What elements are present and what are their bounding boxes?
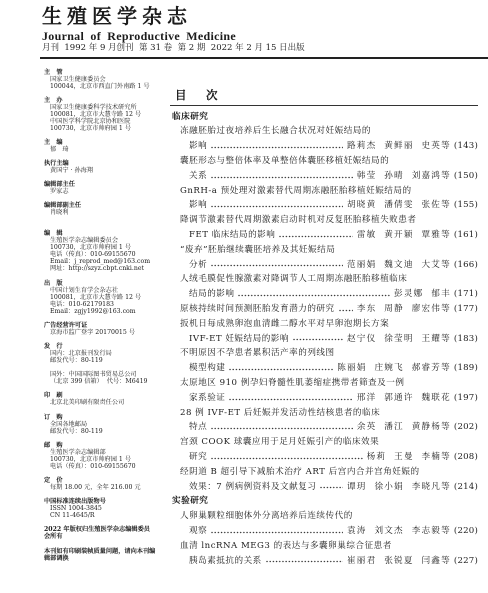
toc-entry-title: 不明原因不孕患者累积活产率的列线图 [180, 348, 335, 359]
toc-entry-line [172, 213, 478, 228]
toc-entry [172, 406, 478, 436]
toc-entry-title: GnRH-a 预处理对激素替代周期冻融胚胎移植妊娠结局的 [180, 185, 412, 196]
masthead-line: 100081，北京市大慧寺路 12 号 [50, 110, 142, 118]
toc-entry-line [172, 198, 478, 213]
toc-entry-authors: 胡晓黄 潘倩雯 张佐等 [347, 200, 451, 211]
masthead-line: 电话（传真）：010-69155670 [50, 462, 136, 470]
masthead-line: 肖晓利 [50, 209, 69, 217]
toc-entry [172, 376, 478, 406]
masthead-line: 国家卫生健康委员会 [50, 75, 106, 83]
journal-english-title: Journal of Reproductive Medicine [42, 29, 237, 43]
toc-entry-line [172, 450, 478, 465]
masthead-block [44, 230, 164, 272]
toc-entry-line [172, 302, 478, 317]
masthead-line: 邮发代号：80-119 [50, 427, 103, 435]
masthead-line: 电话：010-62179183 [50, 300, 114, 308]
toc-entry-authors: 李东 周静 廖宏伟等 [356, 303, 451, 314]
toc-entry-page: (227) [453, 555, 478, 566]
masthead-block [44, 392, 164, 406]
toc-entry-title: 胰岛素抵抗的关系 [189, 555, 262, 566]
toc-entry-page: (202) [453, 422, 478, 433]
masthead-heading: 编辑部副主任 [44, 202, 82, 210]
toc-entry-title: 降调节激素替代周期激素启动时机对反复胚胎移植失败患者 [180, 215, 417, 226]
toc-entry [172, 213, 478, 243]
header-rule [40, 57, 488, 59]
toc-entry-title: 影响 [189, 141, 208, 152]
masthead-heading: 定 价 [44, 476, 63, 484]
toc-entry-page: (150) [453, 170, 478, 181]
masthead-line: 中国医学科学院北京协和医院 [50, 117, 131, 125]
dot-leader [339, 309, 353, 312]
toc-entry-page: (208) [453, 451, 478, 462]
dot-leader [211, 457, 362, 460]
toc-entry-title: 模型构建 [189, 363, 226, 374]
masthead-notice: 本刊如有印刷装帧质量问题，请向本刊编辑部调换 [44, 547, 156, 562]
masthead-heading: 主 管 [44, 68, 63, 76]
toc-entry-line [172, 258, 478, 273]
toc-entry-title: 结局的影响 [189, 289, 235, 300]
masthead-line: 中国计划生育学会杂志社 [50, 286, 119, 294]
masthead-block [44, 498, 164, 519]
masthead-heading: 出 版 [44, 279, 63, 287]
toc-entry-page: (177) [453, 303, 478, 314]
masthead-line: 国家卫生健康委科学技术研究所 [50, 103, 137, 111]
toc-entry-line [172, 346, 478, 361]
toc-entry-line [172, 420, 478, 435]
toc-entry-title: 人卵巢颗粒细胞体外分离培养后连续传代的 [180, 511, 353, 522]
toc-entry-title: 扳机日每成熟卵泡血清雌二醇水平对早卵泡期长方案 [180, 318, 390, 329]
toc-entry-authors: 崔丽君 张锐夏 闫鑫等 [347, 555, 451, 566]
toc-entry-title: “废弃”胚胎继续囊胚培养及其妊娠结局 [180, 244, 336, 255]
toc-entry-title: 人绒毛膜促性腺激素对降调节人工周期冻融胚胎移植临床 [180, 274, 408, 285]
masthead-block [44, 139, 164, 153]
masthead-block [44, 343, 164, 364]
masthead-line: 100730，北京市帅府园 1 号 [50, 244, 131, 252]
toc-entry-title: 家系验证 [189, 392, 226, 403]
masthead-block [44, 442, 164, 470]
toc-entry-line [172, 139, 478, 154]
toc-entry-page: (189) [453, 363, 478, 374]
masthead-block [44, 477, 164, 491]
dot-leader [229, 398, 352, 401]
toc-entry-line [172, 287, 478, 302]
toc-entry-page: (214) [453, 481, 478, 492]
masthead-line: 生殖医学杂志编辑委员会 [50, 237, 119, 245]
toc-entry-page: (197) [453, 392, 478, 403]
dot-leader [229, 368, 333, 371]
toc-entry-line [172, 243, 478, 258]
toc-entry-authors: 韩莹 孙晴 刘嘉鸿等 [356, 170, 451, 181]
dot-leader [211, 427, 353, 430]
toc-entry [172, 435, 478, 465]
toc-entry-authors: 余英 潘江 黄静杨等 [356, 422, 451, 433]
toc-entry [172, 346, 478, 376]
masthead-block [44, 414, 164, 435]
issue-info: 月刊 1992 年 9 月创刊 第 31 卷 第 2 期 2022 年 2 月 15 日出版 [42, 43, 305, 53]
masthead-line: 邮发代号：80-119 [50, 357, 103, 364]
dot-leader [279, 235, 352, 238]
toc-entry-title: 冻融胚胎过夜培养后生长融合状况对妊娠结局的 [180, 126, 371, 137]
masthead-heading: 编辑部主任 [44, 181, 75, 189]
toc-entry-line [172, 124, 478, 139]
masthead-line: Email：j_reprod_med@163.com [50, 258, 151, 266]
table-of-contents [172, 110, 478, 569]
masthead-heading: 编 辑 [44, 230, 63, 238]
masthead-line: 京海市监广登字 20170015 号 [50, 328, 135, 336]
dot-leader [211, 531, 343, 534]
masthead-block [44, 202, 164, 216]
masthead-line: 100081，北京市大慧寺路 12 号 [50, 293, 142, 301]
toc-entry-authors: 杨莉 王曼 李楠等 [366, 451, 451, 462]
toc-entry-authors: 范丽娟 魏文迪 大艾等 [347, 259, 451, 270]
toc-entry-authors: 彭灵娜 郁丰 [394, 289, 451, 300]
masthead-heading: 订 购 [44, 413, 63, 421]
toc-entry-line [172, 465, 478, 480]
toc-entry-title: 原核持续时间预测胚胎发育潜力的研究 [180, 303, 335, 314]
toc-entry-authors: 陈丽娟 庄婉飞 郝睿芳等 [337, 363, 451, 374]
toc-entry-title: 宫颈 COOK 球囊应用于足月妊娠引产的临床效果 [180, 437, 380, 448]
toc-entry-title: 研究 [189, 451, 208, 462]
toc-entry [172, 317, 478, 347]
toc-entry-line [172, 376, 478, 391]
toc-entry [172, 465, 478, 495]
toc-entry-page: (155) [453, 200, 478, 211]
toc-entry-title: 特点 [189, 422, 208, 433]
toc-entry-line [172, 184, 478, 199]
toc-entry [172, 184, 478, 214]
masthead-line: 生殖医学杂志编辑部 [50, 448, 106, 456]
toc-entry [172, 272, 478, 302]
masthead-line: ISSN 1004-3845 [50, 505, 102, 513]
toc-entry-title: 关系 [189, 170, 208, 181]
masthead-line: 电话（传真）：010-69155670 [50, 251, 136, 259]
toc-entry-title: 分析 [189, 259, 208, 270]
toc-heading: 目 次 [175, 88, 222, 102]
journal-title: 生殖医学杂志 [42, 4, 192, 28]
toc-entry-title: 影响 [189, 200, 208, 211]
masthead-block [44, 181, 164, 195]
masthead-heading: 广告经营许可证 [44, 321, 88, 329]
dot-leader [238, 294, 390, 297]
masthead-heading: 执行主编 [44, 160, 69, 168]
toc-entry-line [172, 332, 478, 347]
toc-entry-title: 观察 [189, 525, 208, 536]
masthead-line: 国外：中国国际图书贸易总公司 [50, 371, 137, 379]
toc-entry-line [172, 391, 478, 406]
toc-entry-page: (220) [453, 525, 478, 536]
toc-entry [172, 539, 478, 569]
toc-entry-page: (171) [453, 289, 478, 300]
toc-entry-line [172, 509, 478, 524]
dot-leader [293, 338, 343, 341]
masthead-heading: 印 刷 [44, 392, 63, 400]
toc-entry-authors: 赵宁仪 徐莹明 王耀等 [347, 333, 451, 344]
masthead-heading: 邮 购 [44, 441, 63, 449]
masthead-line: CN 11-4645/R [50, 512, 95, 520]
toc-entry-line [172, 169, 478, 184]
toc-entry-page: (143) [453, 141, 478, 152]
toc-entry-page: (161) [453, 229, 478, 240]
toc-entry-title: 经阴道 B 超引导下减胎术治疗 ART 后宫内合并宫角妊娠的 [180, 466, 420, 477]
masthead-heading: 主 办 [44, 96, 63, 104]
masthead-line: 每期 18.00 元，全年 216.00 元 [50, 483, 141, 491]
dot-leader [320, 486, 343, 489]
toc-section-title: 临床研究 [172, 111, 209, 122]
masthead-line: （北京 399 信箱） 代号：M6419 [50, 378, 148, 386]
toc-entry-line [172, 480, 478, 495]
toc-entry-authors: 袁涛 刘文杰 李志毅等 [347, 525, 451, 536]
masthead-notice: 2022 年版权归生殖医学杂志编辑委员会所有 [44, 526, 150, 541]
toc-entry-title: 28 例 IVF-ET 后妊娠并发活动性结核患者的临床 [180, 407, 381, 418]
masthead-line: 罗家志 [50, 188, 69, 196]
masthead-line: 100730，北京市帅府园 1 号 [50, 124, 131, 132]
masthead-line: 网址：http://szyz.cbpt.cnki.net [50, 265, 145, 273]
masthead-heading: 中国标准连续出版物号 [44, 498, 106, 506]
toc-entry-title: 血清 lncRNA MEG3 的表达与多囊卵巢综合征患者 [180, 540, 392, 551]
masthead-heading: 发 行 [44, 343, 63, 350]
toc-entry [172, 243, 478, 273]
toc-entry-title: 囊胚形态与整倍体率及单整倍体囊胚移植妊娠结局的 [180, 155, 390, 166]
toc-entry-line [172, 539, 478, 554]
toc-entry [172, 509, 478, 539]
masthead-line: 北京北美印刷有限责任公司 [50, 399, 125, 407]
toc-section-title: 实验研究 [172, 496, 209, 507]
masthead-block [44, 371, 164, 385]
toc-entry-title: IVF-ET 妊娠结局的影响 [189, 333, 289, 344]
toc-entry-authors: 谭玥 徐小娟 李晓凡等 [347, 481, 451, 492]
masthead-line: Email：zgjy1992@163.com [50, 307, 136, 315]
dot-leader [211, 176, 353, 179]
toc-entry-line [172, 554, 478, 569]
toc-entry-title: 太原地区 910 例孕妇脊髓性肌萎缩症携带者筛查及一例 [180, 377, 405, 388]
toc-heading-rule [170, 105, 478, 106]
masthead-line: 100730，北京市帅府园 1 号 [50, 455, 131, 463]
toc-entry-title: 效果：7 例病例资料及文献复习 [189, 481, 317, 492]
dot-leader [266, 560, 343, 563]
masthead-sidebar [44, 69, 164, 562]
toc-entry-line [172, 228, 478, 243]
toc-entry [172, 124, 478, 154]
masthead-line: 全国各地邮局 [50, 420, 88, 428]
toc-entry-line [172, 272, 478, 287]
masthead-line: 黄国宁 · 孙海翔 [50, 167, 94, 175]
toc-entry-page: (183) [453, 333, 478, 344]
toc-entry-authors: 雷敏 黄开颖 覃雅等 [356, 229, 451, 240]
masthead-block [44, 322, 164, 336]
masthead-block [44, 280, 164, 315]
toc-entry-line [172, 406, 478, 421]
toc-entry-line [172, 361, 478, 376]
toc-entry-title: FET 临床结局的影响 [189, 229, 276, 240]
dot-leader [211, 264, 343, 267]
dot-leader [211, 205, 343, 208]
toc-entry-line [172, 435, 478, 450]
masthead-line: 100044，北京市西直门外南路 1 号 [50, 82, 150, 90]
toc-entry-authors: 路莉杰 黄鲜丽 史英等 [347, 141, 451, 152]
toc-entry-authors: 邢洋 郭通许 魏联花 [356, 392, 451, 403]
toc-entry-line [172, 317, 478, 332]
masthead-block [44, 69, 164, 90]
masthead-heading: 主 编 [44, 138, 63, 146]
toc-entry [172, 154, 478, 184]
toc-entry-line [172, 154, 478, 169]
toc-entry [172, 302, 478, 317]
masthead-line: 郁 琦 [50, 145, 69, 153]
masthead-line: 国内：北京报刊发行局 [50, 350, 112, 357]
masthead-block [44, 97, 164, 132]
toc-entry-page: (166) [453, 259, 478, 270]
masthead-block [44, 160, 164, 174]
dot-leader [211, 146, 343, 149]
toc-entry-line [172, 524, 478, 539]
